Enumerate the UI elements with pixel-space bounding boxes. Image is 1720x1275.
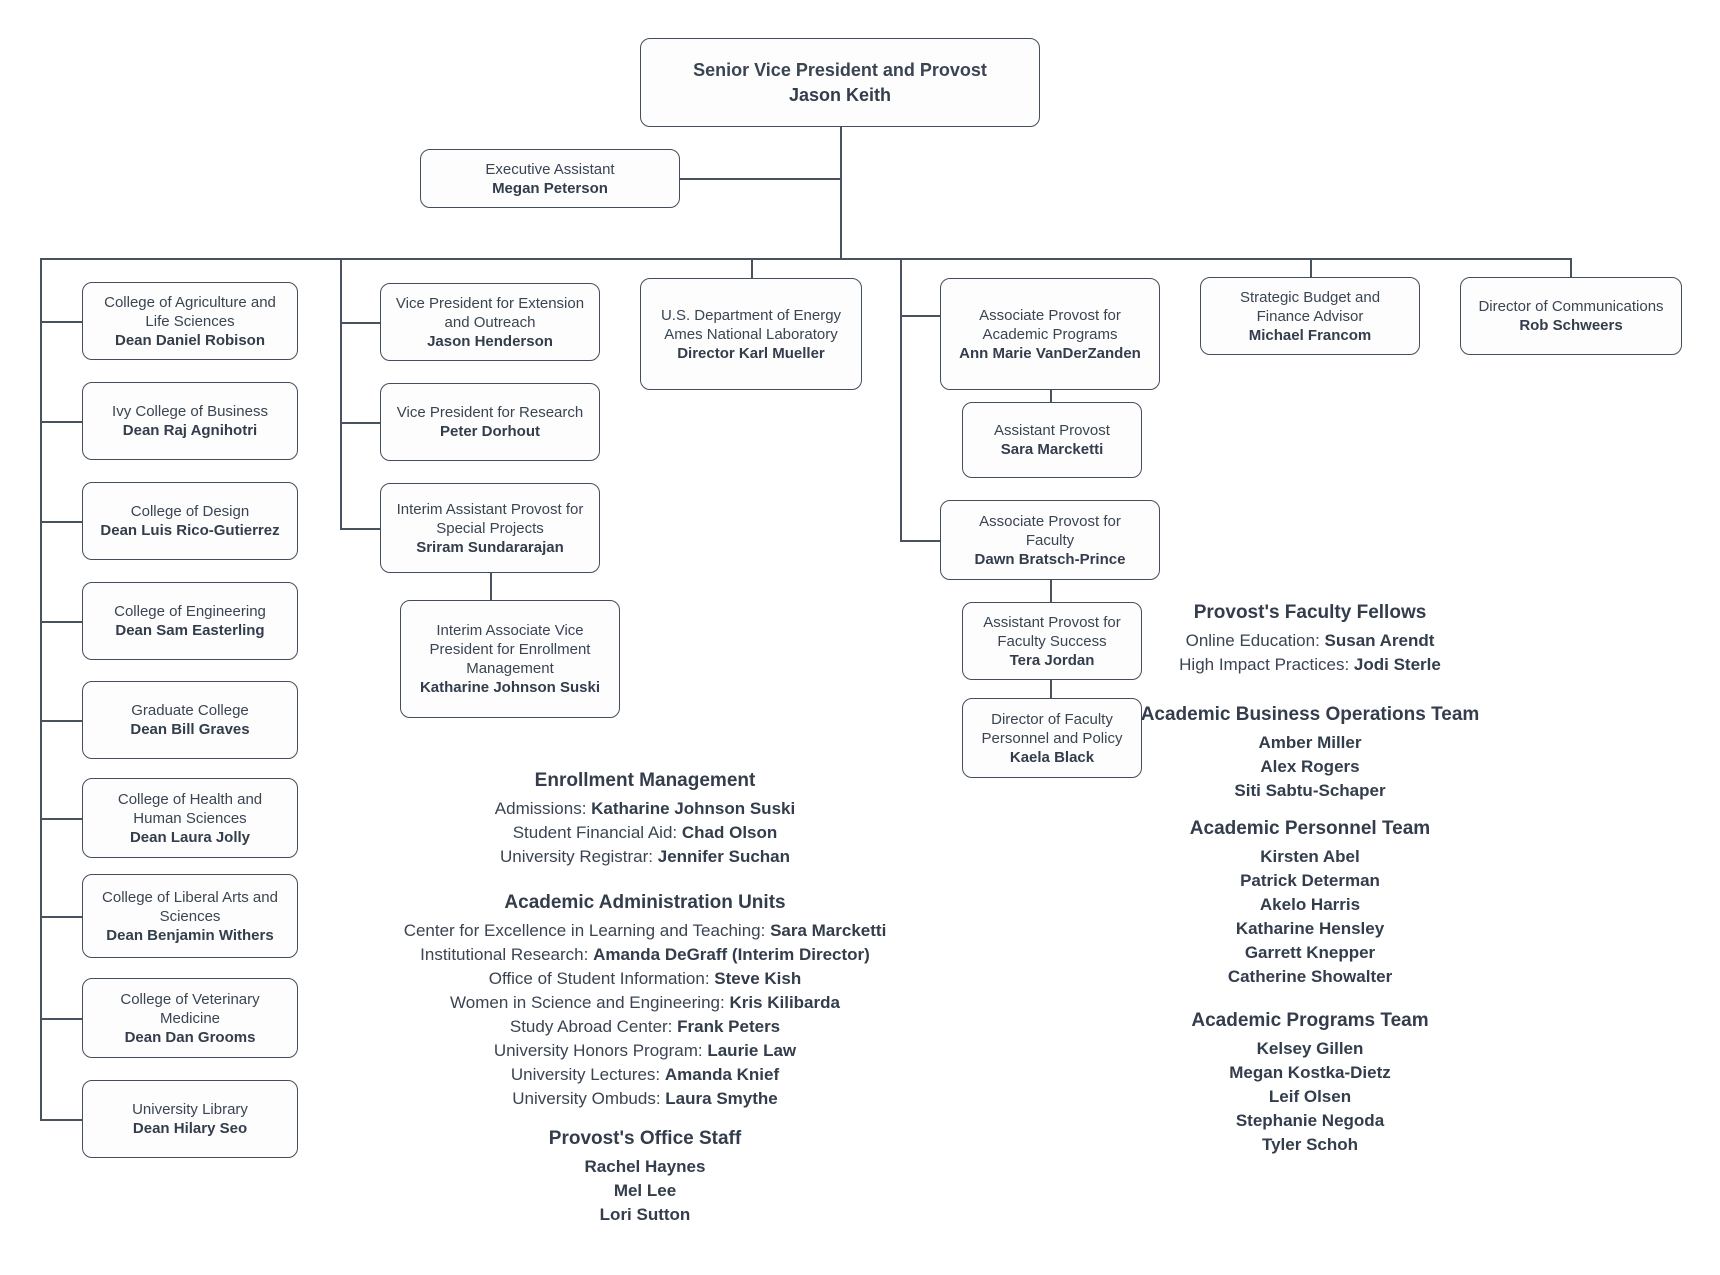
org-node-liberal-arts xyxy=(82,874,298,958)
connector-line xyxy=(340,322,380,324)
connector-line xyxy=(40,421,82,423)
role-label: College of Liberal Arts and Sciences xyxy=(102,888,278,925)
staff-entry: Kirsten Abel xyxy=(1260,847,1360,866)
person-name: Dawn Bratsch-Prince xyxy=(974,550,1126,568)
staff-entry: Women in Science and Engineering: Kris Kilibarda xyxy=(450,993,840,1012)
person-name: Michael Francom xyxy=(1248,326,1372,344)
connector-line xyxy=(40,321,82,323)
section-items xyxy=(300,919,990,1111)
role-label: College of Engineering xyxy=(114,603,266,620)
person-name: Jason Henderson xyxy=(427,332,553,350)
org-node-agriculture xyxy=(82,282,298,360)
person-name: Sriram Sundararajan xyxy=(416,538,564,556)
person-name: Megan Peterson xyxy=(492,179,608,197)
section-title: Academic Administration Units xyxy=(504,892,786,913)
org-node-enrollment-vp xyxy=(400,600,620,718)
staff-entry: Katharine Hensley xyxy=(1235,919,1385,938)
person-name: Dean Luis Rico-Gutierrez xyxy=(100,522,280,539)
connector-line xyxy=(340,258,342,528)
connector-line xyxy=(40,521,82,523)
section-title: Academic Personnel Team xyxy=(1189,818,1431,839)
section-office-staff xyxy=(330,1126,960,1227)
person-name: Dean Raj Agnihotri xyxy=(122,422,258,439)
person-name: Dean Benjamin Withers xyxy=(106,926,274,944)
staff-entry: Patrick Determan xyxy=(1240,871,1380,890)
staff-entry: Stephanie Negoda xyxy=(1235,1111,1385,1130)
role-label: Assistant Provost xyxy=(994,422,1110,439)
staff-entry: Akelo Harris xyxy=(1259,895,1361,914)
person-name: Ann Marie VanDerZanden xyxy=(959,344,1141,362)
org-node-business xyxy=(82,382,298,460)
connector-line xyxy=(900,540,940,542)
section-personnel-team xyxy=(1030,816,1590,989)
connector-line xyxy=(40,258,1571,260)
person-name: Peter Dorhout xyxy=(439,423,540,440)
staff-entry: University Honors Program: Laurie Law xyxy=(493,1041,797,1060)
role-label: U.S. Department of Energy Ames National Laboratory xyxy=(660,306,842,343)
section-items xyxy=(1030,845,1590,989)
person-name: Jason Keith xyxy=(788,84,892,105)
staff-entry: Student Financial Aid: Chad Olson xyxy=(512,823,778,842)
role-label: Director of Faculty Personnel and Policy xyxy=(981,710,1123,747)
role-label: College of Agriculture and Life Sciences xyxy=(104,293,276,330)
connector-line xyxy=(340,528,380,530)
staff-entry: Study Abroad Center: Frank Peters xyxy=(509,1017,781,1036)
section-items xyxy=(1030,731,1590,803)
connector-line xyxy=(1310,258,1312,277)
connector-line xyxy=(490,573,492,600)
section-items xyxy=(330,797,960,869)
section-faculty-fellows xyxy=(1030,600,1590,677)
staff-entry: Alex Rogers xyxy=(1260,757,1360,776)
org-node-special-projects xyxy=(380,483,600,573)
section-title: Enrollment Management xyxy=(534,770,756,791)
connector-line xyxy=(40,1018,82,1020)
staff-entry: University Lectures: Amanda Knief xyxy=(510,1065,780,1084)
section-title: Provost's Faculty Fellows xyxy=(1193,602,1427,623)
org-node-provost xyxy=(640,38,1040,127)
role-label: College of Design xyxy=(130,503,250,520)
connector-line xyxy=(40,258,42,1119)
staff-entry: Mel Lee xyxy=(613,1181,677,1200)
role-label: Strategic Budget and Finance Advisor xyxy=(1239,288,1381,325)
section-title: Academic Programs Team xyxy=(1191,1010,1429,1031)
section-title: Provost's Office Staff xyxy=(548,1128,742,1149)
staff-entry: Amber Miller xyxy=(1258,733,1362,752)
org-node-academic-programs xyxy=(940,278,1160,390)
section-items xyxy=(1030,629,1590,677)
person-name: Tera Jordan xyxy=(1009,651,1095,669)
person-name: Sara Marcketti xyxy=(1000,441,1104,458)
org-node-budget xyxy=(1200,277,1420,355)
org-node-doe-ames xyxy=(640,278,862,390)
staff-entry: University Ombuds: Laura Smythe xyxy=(512,1089,778,1108)
staff-entry: Institutional Research: Amanda DeGraff (Interim Director) xyxy=(420,945,870,964)
section-title: Academic Business Operations Team xyxy=(1140,704,1480,725)
person-name: Dean Bill Graves xyxy=(130,721,250,738)
staff-entry: Office of Student Information: Steve Kish xyxy=(488,969,802,988)
org-node-communications xyxy=(1460,277,1682,355)
staff-entry: Catherine Showalter xyxy=(1227,967,1393,986)
role-label: Vice President for Extension and Outreach xyxy=(395,294,585,331)
org-node-exec-assistant xyxy=(420,149,680,208)
org-node-faculty xyxy=(940,500,1160,580)
role-label: Executive Assistant xyxy=(485,160,615,178)
connector-line xyxy=(340,422,380,424)
role-label: Graduate College xyxy=(131,702,249,719)
staff-entry: Megan Kostka-Dietz xyxy=(1229,1063,1391,1082)
staff-entry: Leif Olsen xyxy=(1268,1087,1352,1106)
org-node-extension xyxy=(380,283,600,361)
connector-line xyxy=(40,621,82,623)
connector-line xyxy=(1570,258,1572,277)
role-label: Vice President for Research xyxy=(396,404,584,421)
person-name: Dean Daniel Robison xyxy=(114,331,266,349)
staff-entry: Garrett Knepper xyxy=(1244,943,1376,962)
connector-line xyxy=(900,315,940,317)
org-node-design xyxy=(82,482,298,560)
connector-line xyxy=(40,1119,82,1121)
person-name: Rob Schweers xyxy=(1519,317,1623,334)
connector-line xyxy=(1050,580,1052,602)
staff-entry: Admissions: Katharine Johnson Suski xyxy=(494,799,796,818)
section-programs-team xyxy=(1030,1008,1590,1157)
staff-entry: University Registrar: Jennifer Suchan xyxy=(499,847,791,866)
section-academic-admin-units xyxy=(300,890,990,1111)
connector-line xyxy=(40,818,82,820)
person-name: Dean Dan Grooms xyxy=(124,1028,256,1046)
staff-entry: Kelsey Gillen xyxy=(1256,1039,1364,1058)
staff-entry: Center for Excellence in Learning and Teaching: Sara Marcketti xyxy=(403,921,887,940)
role-label: Director of Communications xyxy=(1478,298,1664,315)
person-name: Dean Hilary Seo xyxy=(132,1120,248,1137)
staff-entry: Lori Sutton xyxy=(599,1205,691,1224)
section-items xyxy=(330,1155,960,1227)
role-label: Associate Provost for Academic Programs xyxy=(979,306,1121,343)
section-items xyxy=(1030,1037,1590,1157)
org-node-health xyxy=(82,778,298,858)
staff-entry: Online Education: Susan Arendt xyxy=(1185,631,1435,650)
connector-line xyxy=(751,258,753,278)
role-label: Senior Vice President and Provost xyxy=(693,59,987,80)
connector-line xyxy=(1050,390,1052,402)
connector-line xyxy=(40,720,82,722)
staff-entry: Siti Sabtu-Schaper xyxy=(1234,781,1386,800)
connector-line xyxy=(900,258,902,540)
org-node-assistant-provost xyxy=(962,402,1142,478)
connector-line xyxy=(840,127,842,258)
staff-entry: Tyler Schoh xyxy=(1261,1135,1359,1154)
role-label: University Library xyxy=(132,1101,248,1118)
role-label: Associate Provost for Faculty xyxy=(979,512,1121,549)
org-node-research xyxy=(380,383,600,461)
section-enrollment-management xyxy=(330,768,960,869)
role-label: Ivy College of Business xyxy=(112,403,268,420)
person-name: Katharine Johnson Suski xyxy=(419,679,601,696)
role-label: Assistant Provost for Faculty Success xyxy=(983,613,1121,650)
section-business-ops-team xyxy=(1030,702,1590,803)
person-name: Kaela Black xyxy=(1009,748,1095,766)
role-label: College of Veterinary Medicine xyxy=(120,990,260,1027)
staff-entry: High Impact Practices: Jodi Sterle xyxy=(1179,655,1441,674)
connector-line xyxy=(680,178,840,180)
person-name: Dean Laura Jolly xyxy=(129,828,251,846)
person-name: Director Karl Mueller xyxy=(677,344,825,362)
org-node-engineering xyxy=(82,582,298,660)
staff-entry: Rachel Haynes xyxy=(584,1157,706,1176)
role-label: College of Health and Human Sciences xyxy=(117,790,263,827)
org-node-vet-med xyxy=(82,978,298,1058)
org-node-graduate xyxy=(82,681,298,759)
connector-line xyxy=(40,916,82,918)
org-node-library xyxy=(82,1080,298,1158)
person-name: Dean Sam Easterling xyxy=(115,622,265,639)
connector-line xyxy=(1050,680,1052,698)
role-label: Interim Assistant Provost for Special Projects xyxy=(396,500,584,537)
role-label: Interim Associate Vice President for Enrollment Management xyxy=(429,622,591,677)
